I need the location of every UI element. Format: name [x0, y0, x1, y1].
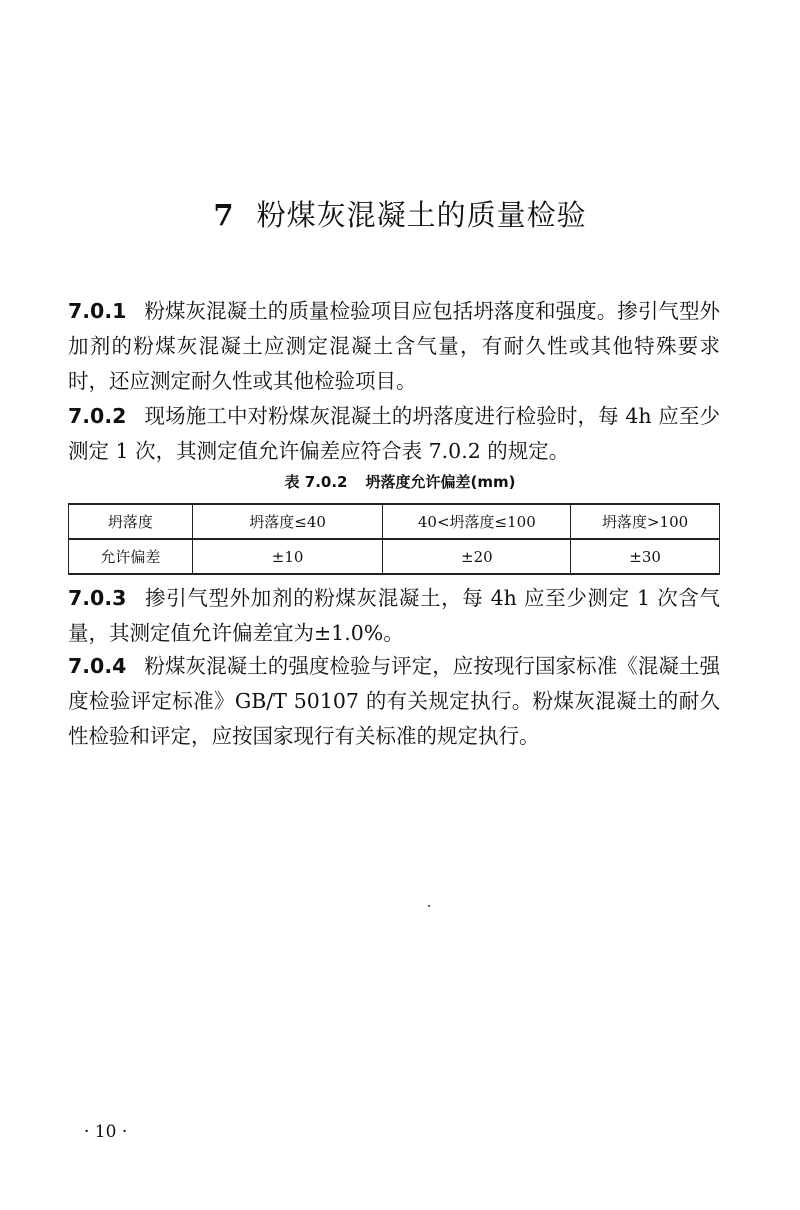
table-cell: 允许偏差 — [69, 539, 193, 574]
table-row — [69, 539, 720, 574]
table-cell: ±10 — [192, 539, 383, 574]
table-caption — [0, 471, 800, 492]
slump-deviation-table — [68, 503, 720, 575]
chapter-title — [0, 193, 800, 234]
chapter-title-text: 粉煤灰混凝土的质量检验 — [256, 198, 587, 232]
table-cell: 40<坍落度≤100 — [383, 504, 571, 539]
table-cell: 坍落度≤40 — [192, 504, 383, 539]
clause-7-0-3 — [68, 581, 720, 651]
table-header-row — [69, 504, 720, 539]
clause-text: 掺引气型外加剂的粉煤灰混凝土，每 4h 应至少测定 1 次含气量，其测定值允许偏差宜为±1.0%。 — [68, 586, 720, 645]
clause-text: 粉煤灰混凝土的质量检验项目应包括坍落度和强度。掺引气型外加剂的粉煤灰混凝土应测定混凝土含气量，有耐久性或其他特殊要求时，还应测定耐久性或其他检验项目。 — [68, 299, 720, 393]
table-cell: 坍落度>100 — [571, 504, 720, 539]
scan-dot — [428, 905, 430, 907]
clause-7-0-4 — [68, 649, 720, 754]
table-cell: 坍落度 — [69, 504, 193, 539]
table-cell: ±20 — [383, 539, 571, 574]
clause-text: 现场施工中对粉煤灰混凝土的坍落度进行检验时，每 4h 应至少测定 1 次，其测定值允许偏差应符合表 7.0.2 的规定。 — [68, 404, 720, 463]
clause-number: 7.0.1 — [68, 299, 127, 323]
clause-number: 7.0.2 — [68, 404, 127, 428]
table-caption-number: 表 7.0.2 — [284, 473, 348, 491]
clause-7-0-2 — [68, 399, 720, 469]
clause-number: 7.0.4 — [68, 654, 127, 678]
clause-text: 粉煤灰混凝土的强度检验与评定，应按现行国家标准《混凝土强度检验评定标准》GB/T 50107 的有关规定执行。粉煤灰混凝土的耐久性检验和评定，应按国家现行有关标准的规定执行。 — [68, 654, 720, 748]
clause-7-0-1 — [68, 294, 720, 399]
table-cell: ±30 — [571, 539, 720, 574]
table-caption-title: 坍落度允许偏差(mm) — [365, 473, 516, 491]
page-number: · 10 · — [84, 1122, 128, 1142]
chapter-number: 7 — [213, 198, 235, 232]
clause-number: 7.0.3 — [68, 586, 127, 610]
